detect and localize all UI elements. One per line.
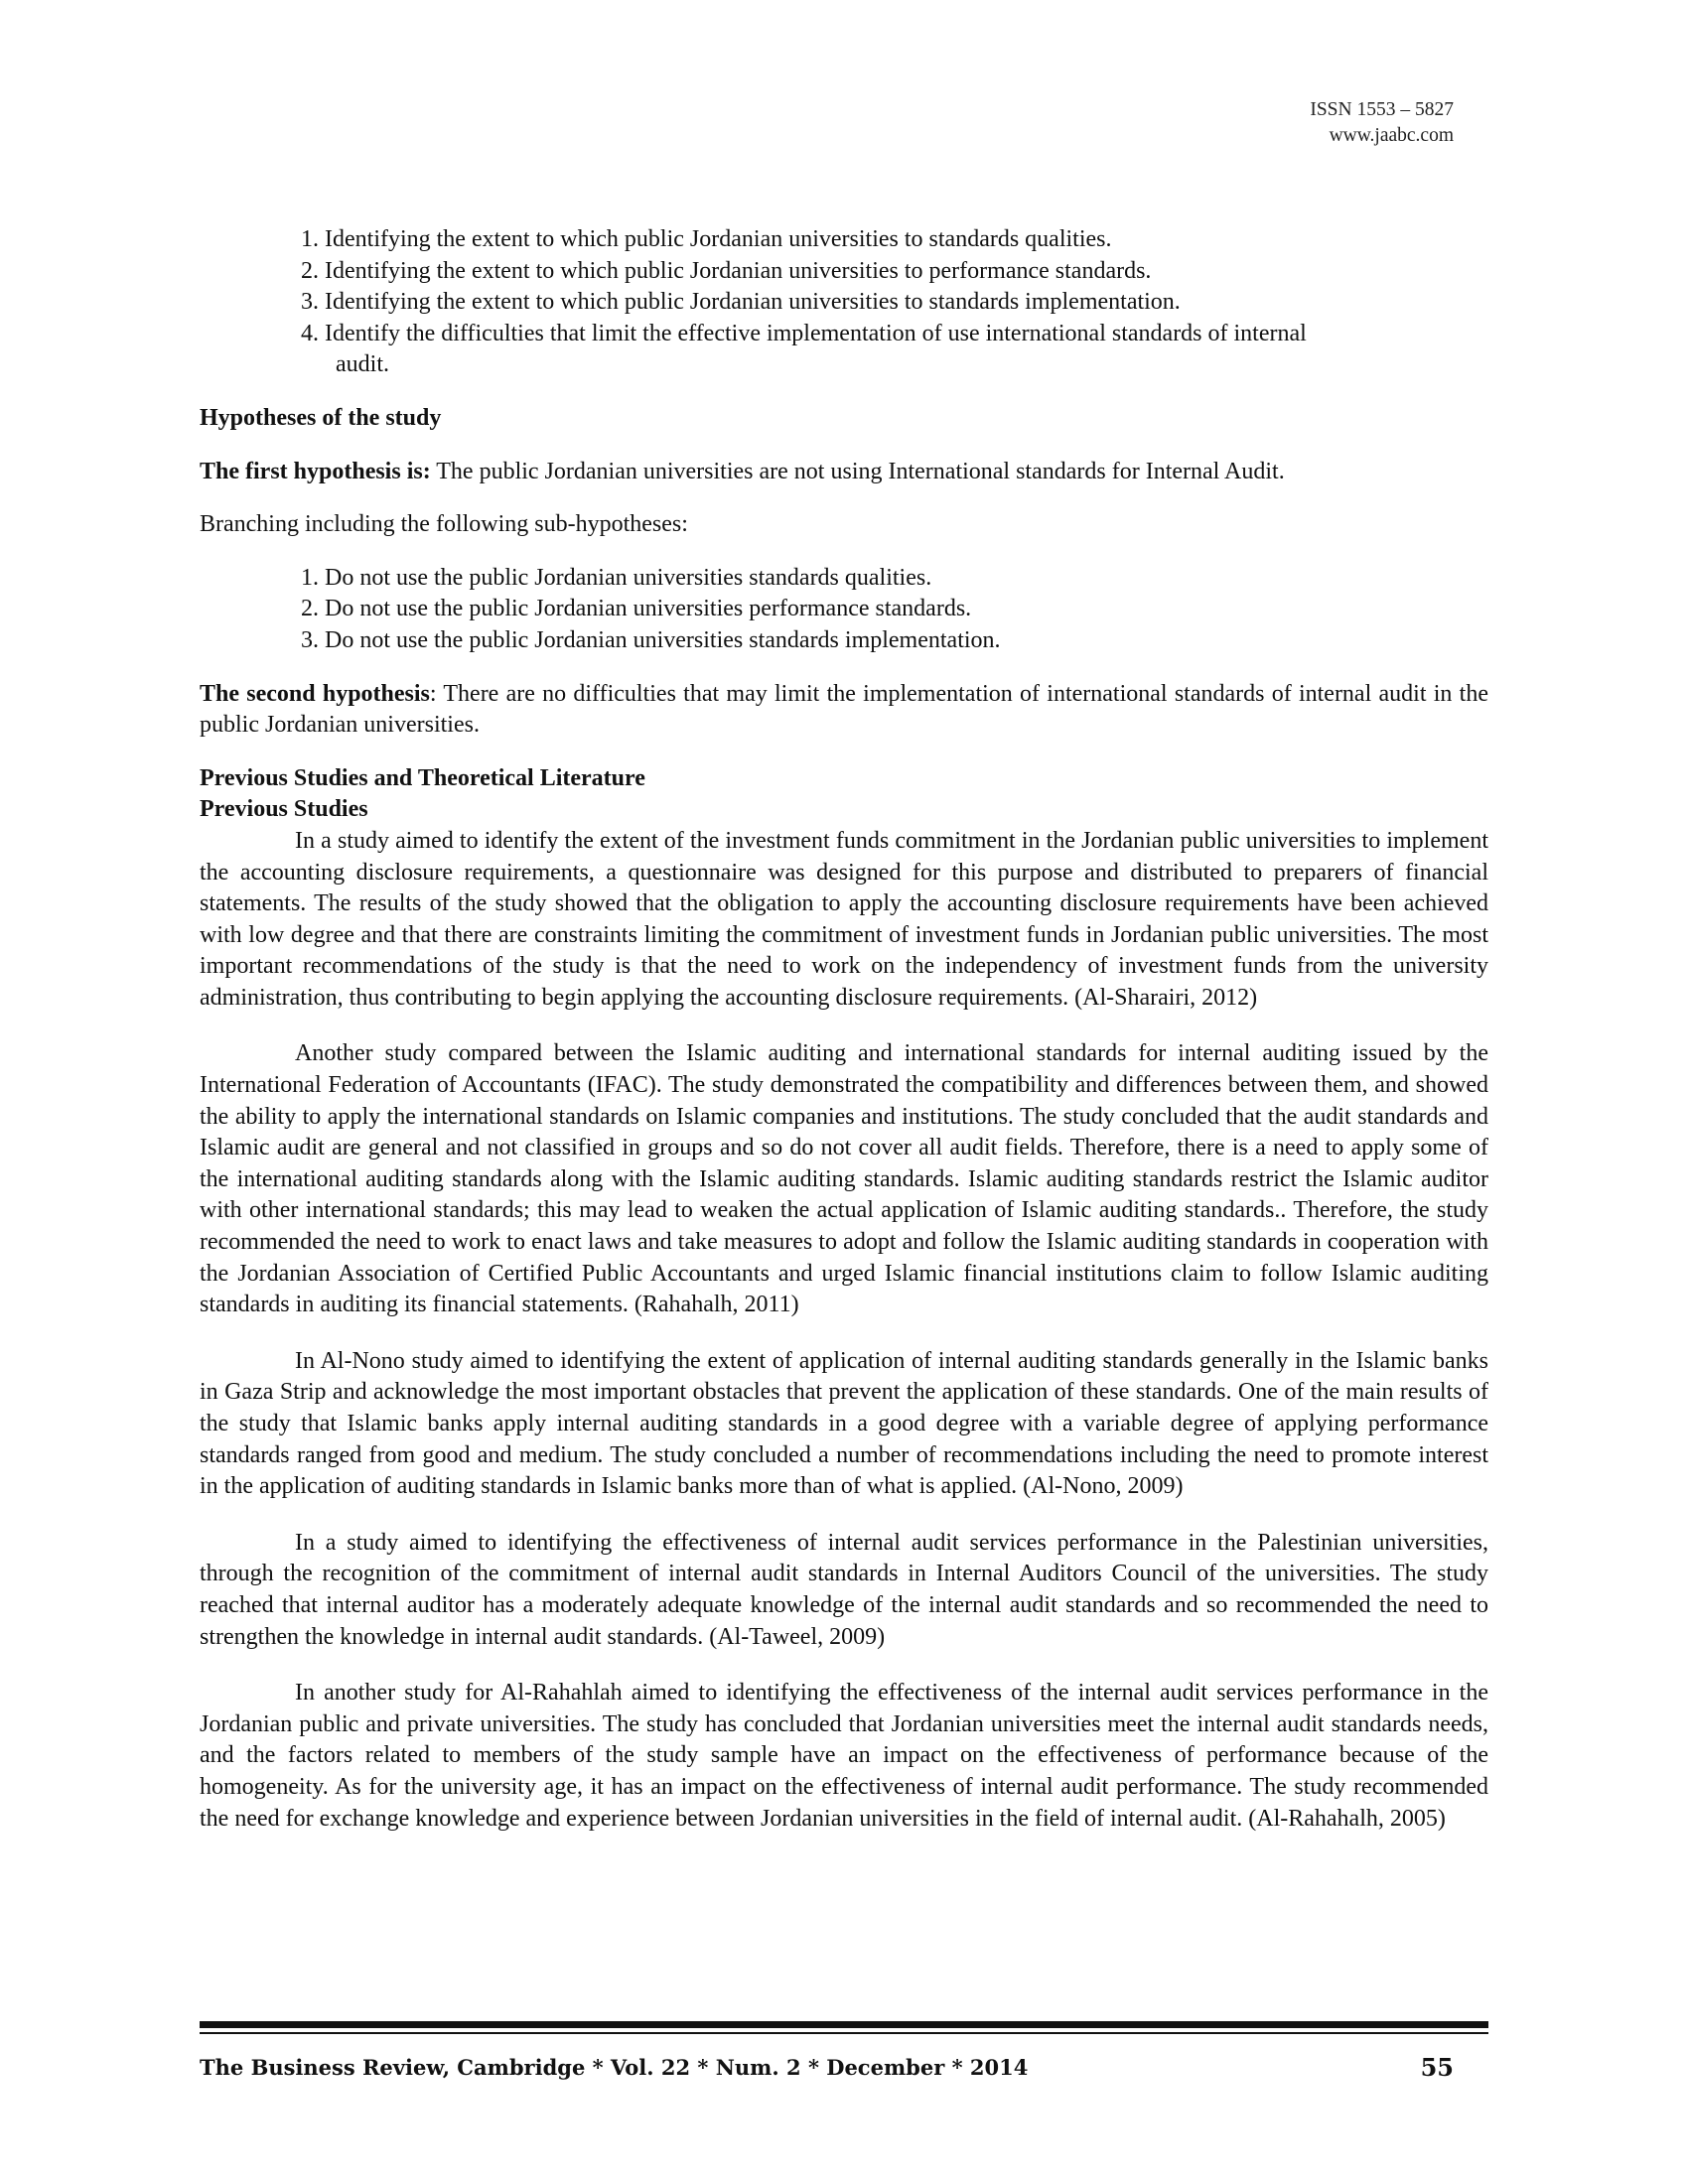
second-hypothesis-label: The second hypothesis — [200, 680, 430, 707]
footer-divider-thin — [200, 2032, 1488, 2034]
first-hypothesis-label: The first hypothesis is: — [200, 458, 431, 484]
journal-header — [1056, 97, 1454, 149]
page-content — [200, 224, 1488, 1835]
body-paragraph: In Al-Nono study aimed to identifying the extent of application of internal auditing standards generally in the Islamic banks in Gaza Strip and acknowledge the most important obstacles that prevent the application of these standards. One of the main results of the study that Islamic banks apply internal auditing standards in a good degree with a variable degree of applying performance standards ranged from good and medium. The study concluded a number of recommendations including the need to promote interest in the application of auditing standards in Islamic banks more than of what is applied. (Al-Nono, 2009) — [200, 1347, 1488, 1500]
body-paragraph: In a study aimed to identifying the effectiveness of internal audit services performance in the Palestinian universities, through the recognition of the commitment of internal audit standards in Internal Auditors Council of the universities. The study reached that internal auditor has a moderately adequate knowledge of the internal audit standards and so recommended the need to strengthen the knowledge in internal audit standards. (Al-Taweel, 2009) — [200, 1529, 1488, 1650]
list-item: 2. Do not use the public Jordanian universities performance standards. — [301, 596, 972, 622]
issn-number: ISSN 1553 – 5827 — [1310, 99, 1454, 120]
second-hypothesis — [200, 679, 1488, 742]
list-item: 2. Identifying the extent to which public Jordanian universities to performance standards. — [301, 257, 1152, 284]
second-hypothesis-text: : There are no difficulties that may limit the implementation of international standards of internal audit in the public Jordanian universities. — [200, 680, 1488, 739]
list-item: 1. Do not use the public Jordanian universities standards qualities. — [301, 564, 932, 591]
section-heading: Previous Studies and Theoretical Literature — [200, 764, 645, 791]
list-item: 1. Identifying the extent to which public Jordanian universities to standards qualities. — [301, 226, 1112, 252]
journal-website: www.jaabc.com — [1329, 125, 1454, 146]
body-paragraph: In another study for Al-Rahahlah aimed to identifying the effectiveness of the internal audit services performance in the Jordanian public and private universities. The study has concluded that Jordanian universities meet the internal audit standards needs, and the factors related to members of the study sample have an impact on the effectiveness of performance because of the homogeneity. As for the university age, it has an impact on the effectiveness of internal audit performance. The study recommended the need for exchange knowledge and experience between Jordanian universities in the field of internal audit. (Al-Rahahalh, 2005) — [200, 1680, 1488, 1832]
page-number: 55 — [1420, 2053, 1454, 2082]
subsection-heading: Previous Studies — [200, 796, 368, 823]
hypotheses-heading: Hypotheses of the study — [200, 404, 442, 431]
journal-citation: The Business Review, Cambridge * Vol. 22 * Num. 2 * December * 2014 — [200, 2055, 1029, 2080]
objectives-list — [200, 224, 1488, 381]
first-hypothesis-text: The public Jordanian universities are not using International standards for Internal Audit. — [430, 458, 1285, 484]
list-item-continuation: audit. — [336, 351, 389, 378]
body-paragraph: Another study compared between the Islamic auditing and international standards for internal auditing issued by the International Federation of Accountants (IFAC). The study demonstrated the compatibility and differences between them, and showed the ability to apply the international standards on Islamic companies and institutions. The study concluded that the audit standards and Islamic audit are general and not classified in groups and so do not cover all audit fields. Therefore, there is a need to apply some of the international auditing standards along with the Islamic auditing standards. Islamic auditing standards restrict the Islamic auditor with other international standards; this may lead to weaken the actual application of Islamic auditing standards.. Therefore, the study recommended the need to work to enact laws and take measures to adopt and follow the Islamic auditing standards in cooperation with the Jordanian Association of Certified Public Accountants and urged Islamic financial institutions claim to follow Islamic auditing standards in auditing its financial statements. (Rahahalh, 2011) — [200, 1040, 1488, 1318]
sub-hypotheses-list — [200, 563, 1488, 657]
first-hypothesis — [200, 457, 1488, 488]
list-item: 3. Do not use the public Jordanian universities standards implementation. — [301, 626, 1001, 653]
footer-divider — [200, 2021, 1488, 2028]
branching-text: Branching including the following sub-hypotheses: — [200, 511, 688, 538]
list-item: 3. Identifying the extent to which public Jordanian universities to standards implementation. — [301, 289, 1181, 316]
list-item: 4. Identify the difficulties that limit the effective implementation of use international standards of internal audit. — [200, 319, 1488, 381]
body-paragraph: In a study aimed to identify the extent of the investment funds commitment in the Jordanian public universities to implement the accounting disclosure requirements, a questionnaire was designed for this purpose and distributed to preparers of financial statements. The results of the study showed that the obligation to apply the accounting disclosure requirements have been achieved with low degree and that there are constraints limiting the commitment of investment funds in Jordanian public universities. The most important recommendations of the study is that the need to work on the independency of investment funds from the university administration, thus contributing to begin applying the accounting disclosure requirements. (Al-Sharairi, 2012) — [200, 827, 1488, 1011]
